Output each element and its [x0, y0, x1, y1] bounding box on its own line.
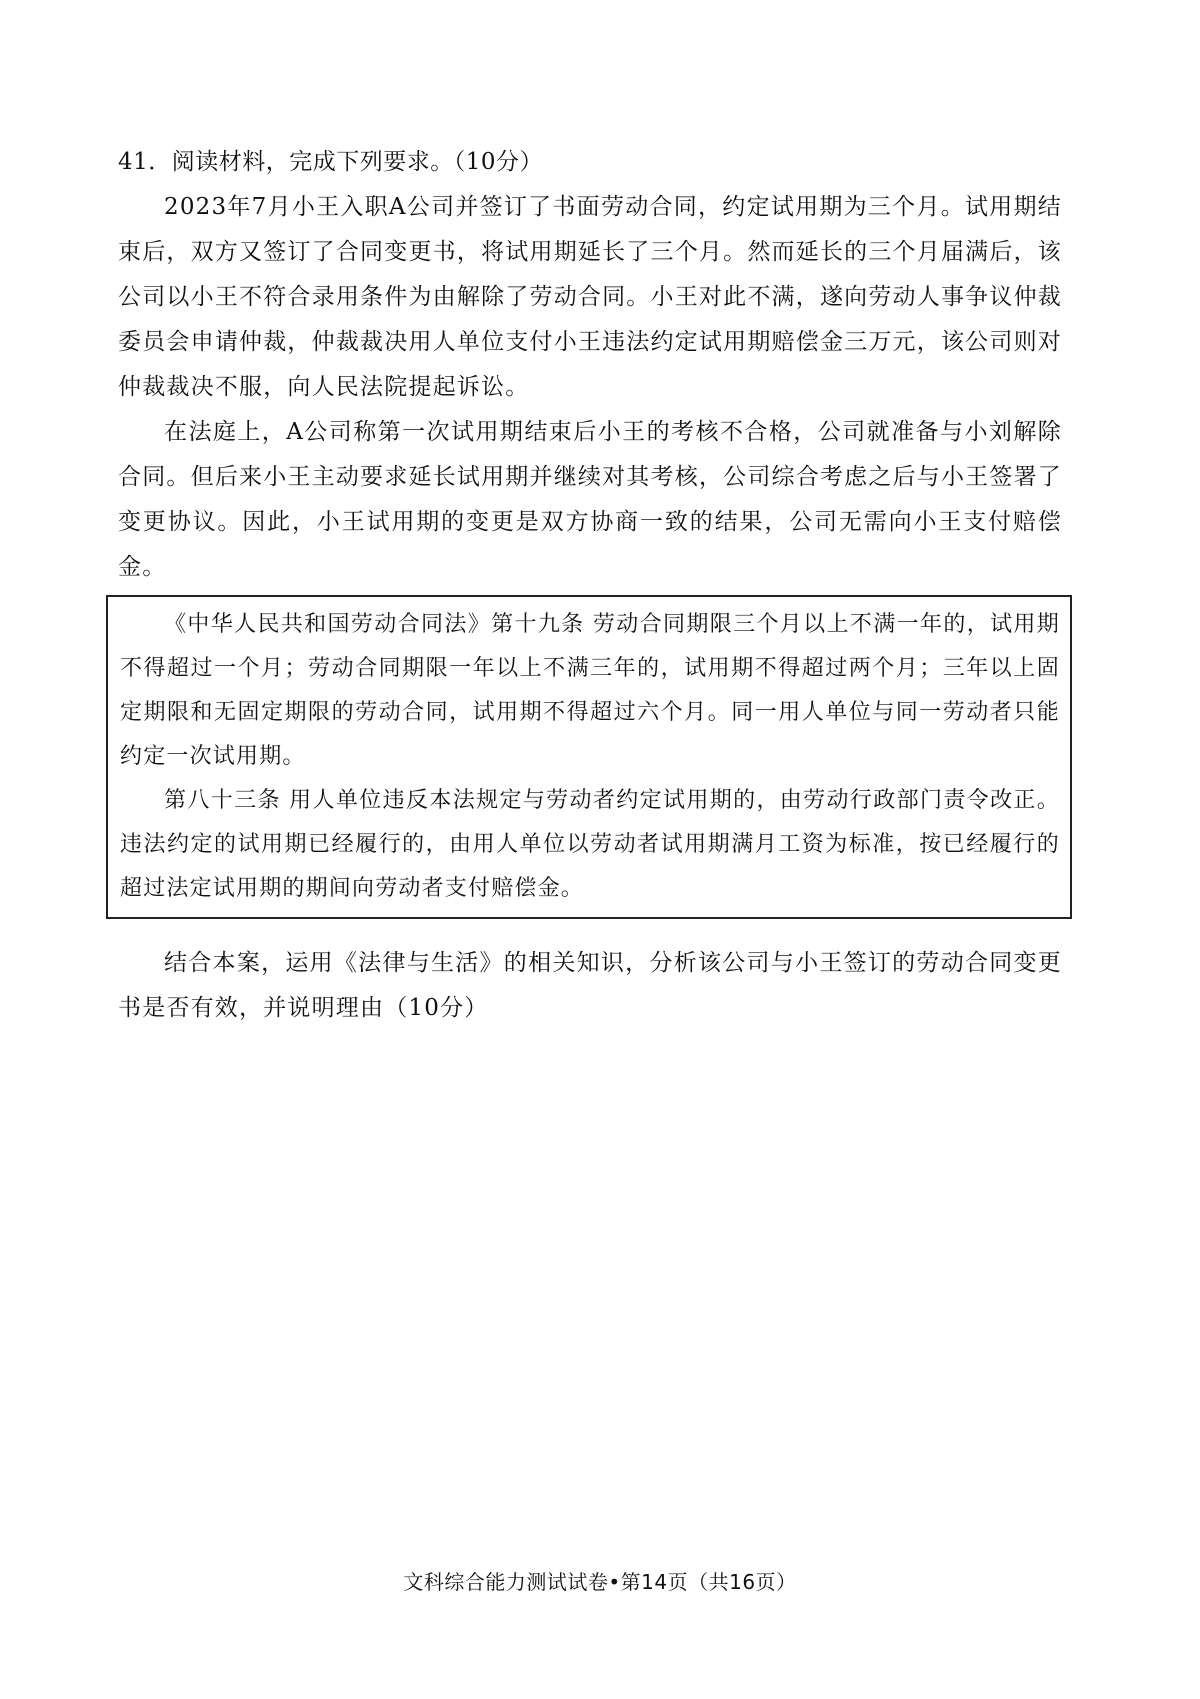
- question-title: 41．阅读材料，完成下列要求。（10分）: [118, 149, 544, 175]
- law-article-83: 第八十三条 用人单位违反本法规定与劳动者约定试用期的，由劳动行政部门责令改正。违法约定的试用期已经履行的，由用人单位以劳动者试用期满月工资为标准，按已经履行的超过法定试用期的期间向劳动者支付赔偿金。: [120, 788, 1060, 901]
- material-paragraph-2: 在法庭上，A公司称第一次试用期结束后小王的考核不合格，公司就准备与小刘解除合同。但后来小王主动要求延长试用期并继续对其考核，公司综合考虑之后与小王签署了变更协议。因此，小王试用期的变更是双方协商一致的结果，公司无需向小王支付赔偿金。: [118, 419, 1062, 580]
- law-article-19: 《中华人民共和国劳动合同法》第十九条 劳动合同期限三个月以上不满一年的，试用期不得超过一个月；劳动合同期限一年以上不满三年的，试用期不得超过两个月；三年以上固定期限和无固定期限的劳动合同，试用期不得超过六个月。同一用人单位与同一劳动者只能约定一次试用期。: [120, 612, 1060, 769]
- question-41: [118, 140, 1062, 1031]
- question-task: 结合本案，运用《法律与生活》的相关知识，分析该公司与小王签订的劳动合同变更书是否有效，并说明理由（10分）: [118, 950, 1062, 1021]
- law-excerpt-box: [106, 595, 1072, 919]
- material-paragraph-1: 2023年7月小王入职A公司并签订了书面劳动合同，约定试用期为三个月。试用期结束后，双方又签订了合同变更书，将试用期延长了三个月。然而延长的三个月届满后，该公司以小王不符合录用条件为由解除了劳动合同。小王对此不满，遂向劳动人事争议仲裁委员会申请仲裁，仲裁裁决用人单位支付小王违法约定试用期赔偿金三万元，该公司则对仲裁裁决不服，向人民法院提起诉讼。: [118, 194, 1062, 400]
- page-footer: 文科综合能力测试试卷•第14页（共16页）: [403, 1570, 797, 1594]
